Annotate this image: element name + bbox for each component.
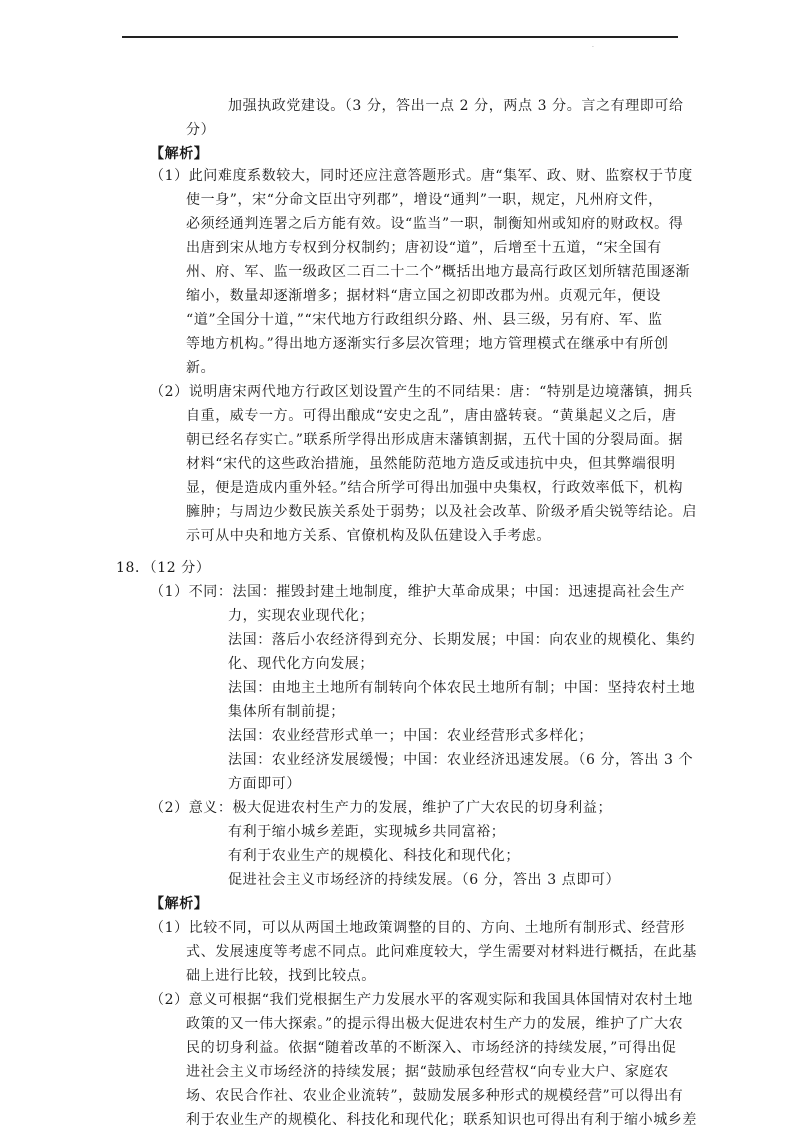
text-line: （1）此问难度系数较大，同时还应注意答题形式。唐“集军、政、财、监察权于节度 — [150, 168, 693, 184]
text-line: 出唐到宋从地方专权到分权制约；唐初设“道”，后增至十五道，“宋全国有 — [186, 240, 662, 256]
text-line: 式、发展速度等考虑不同点。此问难度较大，学生需要对材料进行概括，在此基 — [186, 944, 697, 960]
text-line: 必须经通判连署之后方能有效。设“监当”一职，制衡知州或知府的财政权。得 — [186, 216, 684, 232]
text-line: 法国：农业经营形式单一；中国：农业经营形式多样化； — [228, 728, 593, 744]
text-line: 集体所有制前提； — [228, 704, 345, 720]
text-line: 民的切身利益。依据“随着改革的不断深入、市场经济的持续发展，”可得出促 — [186, 1040, 677, 1056]
text-line: 缩小，数量却逐渐增多；据材料“唐立国之初即改郡为州。贞观元年，便设 — [186, 288, 661, 304]
text-line: （1）不同：法国：摧毁封建土地制度，维护大革命成果；中国：迅速提高社会生产 — [150, 584, 686, 600]
text-line: 显，便是造成内重外轻。”结合所学可得出加强中央集权，行政效率低下，机构 — [186, 480, 684, 496]
text-line: 朝已经名存实亡。”联系所学得出形成唐末藩镇割据，五代十国的分裂局面。据 — [186, 432, 684, 448]
text-line: （2）意义：极大促进农村生产力的发展，维护了广大农民的切身利益； — [150, 800, 613, 816]
text-line: 等地方机构。”得出地方逐渐实行多层次管理；地方管理模式在继承中有所创 — [186, 336, 669, 352]
text-line: 法国：由地主土地所有制转向个体农民土地所有制；中国：坚持农村土地 — [228, 680, 696, 696]
text-line: 方面即可） — [228, 776, 301, 792]
text-line: （2）说明唐宋两代地方行政区划设置产生的不同结果：唐：“特别是边境藩镇，拥兵 — [150, 384, 693, 400]
text-line: 法国：落后小农经济得到充分、长期发展；中国：向农业的规模化、集约 — [228, 632, 696, 648]
top-rule — [122, 36, 678, 38]
text-line: 法国：农业经济发展缓慢；中国：农业经济迅速发展。（6 分，答出 3 个 — [228, 752, 694, 768]
text-line: 有利于缩小城乡差距，实现城乡共同富裕； — [228, 824, 506, 840]
text-line: 州、府、军、监一级政区二百二十二个”概括出地方最高行政区划所辖范围逐渐 — [186, 264, 691, 280]
text-line: 化、现代化方向发展； — [228, 656, 374, 672]
text-line: “道”全国分十道，”“宋代地方行政组织分路、州、县三级，另有府、军、监 — [186, 312, 663, 328]
text-line: 促进社会主义市场经济的持续发展。（6 分，答出 3 点即可） — [228, 872, 621, 888]
text-line: 场、农民合作社、农业企业流转”，鼓励发展多种形式的规模经营”可以得出有 — [186, 1088, 684, 1104]
question-number: 18．（12 分） — [116, 560, 211, 576]
text-line: 材料“宋代的这些政治措施，虽然能防范地方造反或违抗中央，但其弊端很明 — [186, 456, 676, 472]
text-line: 利于农业生产的规模化、科技化和现代化；联系知识也可得出有利于缩小城乡差 — [186, 1112, 697, 1128]
text-line: 臃肿；与周边少数民族关系处于弱势；以及社会改革、阶级矛盾尖锐等结论。启 — [186, 504, 697, 520]
text-line: 础上进行比较，找到比较点。 — [186, 968, 376, 984]
section-heading-analysis: 【解析】 — [150, 896, 209, 912]
section-heading-analysis: 【解析】 — [150, 146, 209, 162]
text-line: （2）意义可根据“我们党根据生产力发展水平的客观实际和我国具体国情对农村土地 — [150, 992, 693, 1008]
text-line: 示可从中央和地方关系、官僚机构及队伍建设入手考虑。 — [186, 528, 551, 544]
text-line: 力，实现农业现代化； — [228, 608, 374, 624]
header-mark: · — [592, 44, 594, 51]
text-line: 加强执政党建设。（3 分，答出一点 2 分，两点 3 分。言之有理即可给 — [228, 98, 684, 114]
text-line: 使一身”，宋“分命文臣出守列郡”，增设“通判”一职，规定，凡州府文件， — [186, 192, 663, 208]
text-line: 分） — [186, 122, 216, 138]
text-line: 新。 — [186, 360, 216, 376]
text-line: 进社会主义市场经济的持续发展；据“鼓励承包经营权“向专业大户、家庭农 — [186, 1064, 669, 1080]
text-line: 政策的又一伟大探索。”的提示得出极大促进农村生产力的发展，维护了广大农 — [186, 1016, 684, 1032]
text-line: 自重，威专一方。可得出酿成“安史之乱”，唐由盛转衰。“黄巢起义之后，唐 — [186, 408, 677, 424]
text-line: （1）比较不同，可以从两国土地政策调整的目的、方向、土地所有制形式、经营形 — [150, 920, 686, 936]
text-line: 有利于农业生产的规模化、科技化和现代化； — [228, 848, 520, 864]
